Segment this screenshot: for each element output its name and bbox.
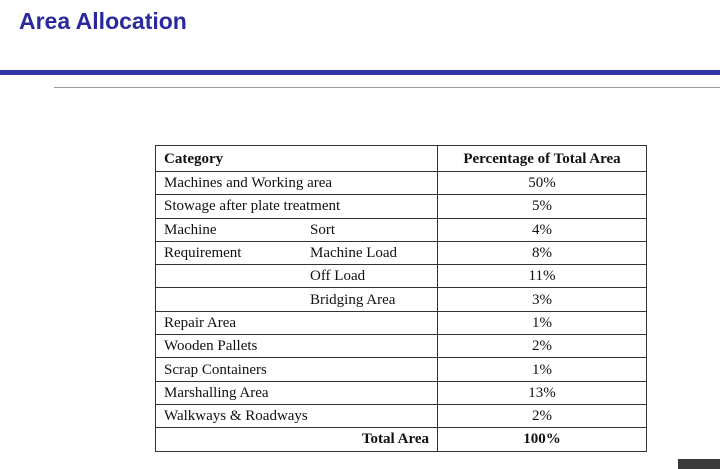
category-cell: Repair Area [156,311,438,334]
percentage-cell: 11% [438,265,647,288]
category-sub-label: Bridging Area [310,291,396,308]
category-cell: Walkways & Roadways [156,404,438,427]
category-cell: Scrap Containers [156,358,438,381]
category-sub-label: Machine Load [310,245,398,262]
table-row [156,311,647,334]
category-column-header: Category [156,146,438,172]
percentage-cell: 50% [438,172,647,195]
percentage-cell: 4% [438,218,647,241]
table-row [156,288,647,311]
percentage-cell: 1% [438,358,647,381]
category-group-label [164,265,310,287]
category-sub-label: Sort [310,221,336,238]
percentage-cell: 3% [438,288,647,311]
percentage-cell: 2% [438,404,647,427]
slide-corner-marker [678,459,720,469]
table-row [156,404,647,427]
table-row [156,218,647,241]
category-group-label: Machine [164,221,217,238]
percentage-cell: 13% [438,381,647,404]
category-sub-label: Off Load [310,268,366,285]
table-header-row [156,146,647,172]
percentage-cell: 2% [438,335,647,358]
slide-title: Area Allocation [19,8,187,34]
category-cell: Machines and Working area [156,172,438,195]
percentage-cell: 1% [438,311,647,334]
category-cell: Stowage after plate treatment [156,195,438,218]
category-cell: Wooden Pallets [156,335,438,358]
category-cell [156,241,438,264]
table-row [156,335,647,358]
category-cell [156,218,438,241]
table-row [156,195,647,218]
area-allocation-table [155,145,647,452]
category-cell: Marshalling Area [156,381,438,404]
total-percentage-cell: 100% [438,428,647,451]
total-row [156,428,647,451]
table-row [156,241,647,264]
category-group-label: Requirement [164,245,242,262]
table-row [156,358,647,381]
table-row [156,381,647,404]
percentage-column-header: Percentage of Total Area [438,146,647,172]
title-underline-bar [0,70,720,75]
total-label-cell: Total Area [156,428,438,451]
table-row [156,172,647,195]
category-cell [156,288,438,311]
table-row [156,265,647,288]
category-group-label [164,289,310,311]
percentage-cell: 5% [438,195,647,218]
category-cell [156,265,438,288]
percentage-cell: 8% [438,241,647,264]
title-divider-line [54,87,720,88]
